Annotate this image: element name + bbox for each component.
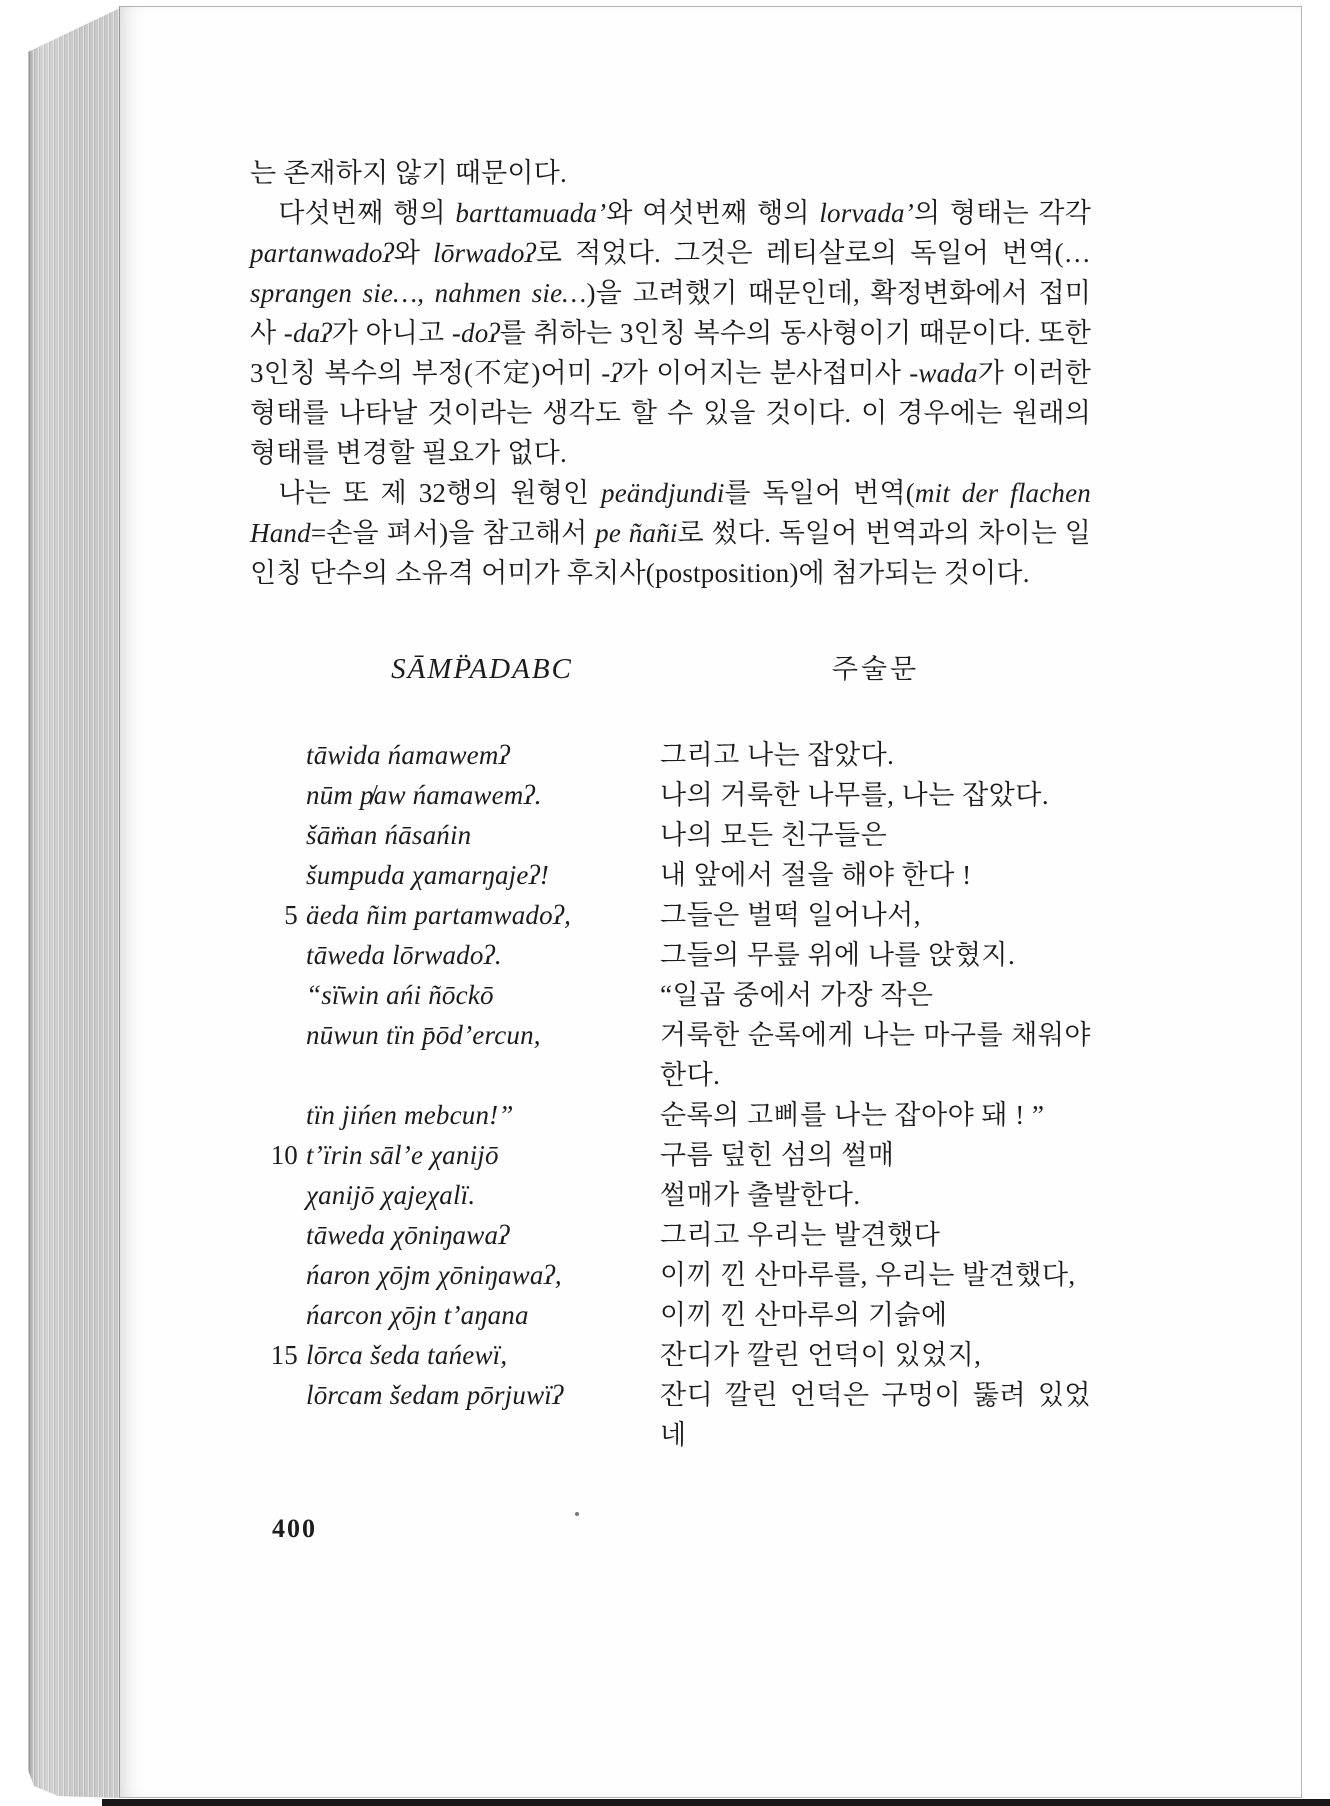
verse-line-number bbox=[250, 775, 304, 815]
paragraph bbox=[250, 193, 1091, 473]
verse-translation-korean: 이끼 낀 산마루의 기슭에 bbox=[660, 1300, 948, 1330]
verse-line bbox=[250, 1215, 1091, 1255]
verse-translation-korean: 내 앞에서 절을 해야 한다 ! bbox=[660, 860, 972, 890]
verse-line-number bbox=[250, 1015, 304, 1095]
paragraph-italic-segment: -doʔ bbox=[451, 318, 500, 348]
verse-line bbox=[250, 895, 1091, 935]
paragraph-italic-segment: lorvada’ bbox=[819, 198, 914, 228]
verse-line bbox=[250, 1015, 1091, 1095]
page-number: 400 bbox=[272, 1514, 317, 1543]
verse-source-text: lōrca šeda tańewï, bbox=[306, 1340, 508, 1370]
verse-source-text: tāwida ńamawemʔ bbox=[306, 740, 510, 770]
verse-translation-korean: 나의 모든 친구들은 bbox=[660, 820, 888, 850]
verse-source-text: t’ïrin sāl’e χanijō bbox=[306, 1140, 499, 1170]
verse-title-row bbox=[250, 649, 1091, 689]
verse-line bbox=[250, 1135, 1091, 1175]
verse-line bbox=[250, 1095, 1091, 1135]
verse-line-number bbox=[250, 935, 304, 975]
paragraph-text-segment: 와 bbox=[393, 238, 434, 268]
verse-line bbox=[250, 775, 1091, 815]
paragraph-text-segment: 로 적었다. 그것은 레티살로의 독일어 번역(… bbox=[535, 238, 1092, 268]
verse-line bbox=[250, 975, 1091, 1015]
verse-source-text: šām̈an ńāsańin bbox=[306, 820, 472, 850]
verse-source-text: tïn jińen mebcun!” bbox=[306, 1100, 514, 1130]
verse-source-text: äeda ñim partamwadoʔ, bbox=[306, 900, 572, 930]
verse-line-number bbox=[250, 855, 304, 895]
verse-translation-korean: 그들은 벌떡 일어나서, bbox=[660, 900, 921, 930]
page-content bbox=[250, 153, 1091, 1549]
paragraph-italic-segment: lōrwadoʔ bbox=[433, 238, 536, 268]
paragraph-text-segment: 다섯번째 행의 bbox=[278, 198, 456, 228]
verse-translation-korean: 거룩한 순록에게 나는 마구를 채워야 한다. bbox=[660, 1020, 1091, 1090]
verse-translation-korean: 구름 덮힌 섬의 썰매 bbox=[660, 1140, 895, 1170]
paragraph-text-segment: 가 아니고 bbox=[331, 318, 452, 348]
book-page-edge bbox=[28, 8, 120, 1798]
scan-speck bbox=[575, 1512, 579, 1516]
verse-line-number bbox=[250, 1175, 304, 1215]
body-paragraphs bbox=[250, 153, 1091, 593]
verse-line-number bbox=[250, 735, 304, 775]
paragraph-text-segment: 나는 또 제 32행의 원형인 bbox=[278, 478, 602, 508]
verse-line bbox=[250, 1295, 1091, 1335]
verse-translation-korean: 그리고 우리는 발견했다 bbox=[660, 1220, 941, 1250]
verse-title-korean: 주술문 bbox=[831, 654, 920, 684]
verse-line-number bbox=[250, 815, 304, 855]
paragraph-italic-segment: peändjundi bbox=[601, 478, 725, 508]
verse-line-number bbox=[250, 1375, 304, 1455]
verse-source-text: “sï̄win ańi ñōckō bbox=[306, 980, 494, 1010]
verse-line-number bbox=[250, 975, 304, 1015]
paragraph-text-segment: 를 독일어 번역( bbox=[724, 478, 915, 508]
verse-table bbox=[250, 735, 1091, 1455]
verse-line bbox=[250, 1375, 1091, 1455]
paragraph-text-segment: )을 고려했기 때문인데, 확정변화에서 접미사 bbox=[250, 278, 1092, 348]
verse-title-source: SĀMP̈ADABC bbox=[391, 653, 573, 685]
verse-line bbox=[250, 735, 1091, 775]
paragraph bbox=[250, 153, 1091, 193]
verse-translation-korean: 이끼 낀 산마루를, 우리는 발견했다, bbox=[660, 1260, 1076, 1290]
paragraph-italic-segment: barttamuada’ bbox=[455, 198, 607, 228]
verse-source-text: nūm p̸aw ńamawemʔ. bbox=[306, 780, 542, 810]
paragraph-text-segment: 가 이어지는 분사접미사 bbox=[621, 358, 910, 388]
verse-line-number bbox=[250, 1095, 304, 1135]
verse-line bbox=[250, 1175, 1091, 1215]
paragraph bbox=[250, 473, 1091, 593]
verse-line bbox=[250, 855, 1091, 895]
verse-line-number: 10 bbox=[270, 1140, 298, 1170]
verse-translation-korean: 순록의 고삐를 나는 잡아야 돼 ! ” bbox=[660, 1100, 1045, 1130]
paragraph-text-segment: 의 형태는 각각 bbox=[913, 198, 1091, 228]
paragraph-italic-segment: -wada bbox=[909, 358, 978, 388]
paragraph-text-segment: 가 이러한 형태를 나타날 것이라는 생각도 할 수 있을 것이다. 이 경우에는 원래의 형태를 변경할 필요가 없다. bbox=[250, 358, 1092, 468]
paragraph-italic-segment: -ʔ bbox=[601, 358, 622, 388]
verse-line-number bbox=[250, 1295, 304, 1335]
paragraph-text-segment: 를 취하는 3인칭 복수의 동사형이기 때문이다. 또한 3인칭 복수의 부정(不定)어미 bbox=[250, 318, 1091, 388]
verse-line bbox=[250, 935, 1091, 975]
paragraph-text-segment: 와 여섯번째 행의 bbox=[606, 198, 820, 228]
verse-source-text: tāweda χōniŋawaʔ bbox=[306, 1220, 510, 1250]
verse-translation-korean: 썰매가 출발한다. bbox=[660, 1180, 861, 1210]
paragraph-text-segment: 로 썼다. 독일어 번역과의 차이는 일인칭 단수의 소유격 어미가 후치사(postposition)에 첨가되는 것이다. bbox=[250, 518, 1091, 588]
paragraph-italic-segment: mit der flachen Hand bbox=[250, 478, 1091, 548]
verse-translation-korean: 나의 거룩한 나무를, 나는 잡았다. bbox=[660, 780, 1050, 810]
verse-source-text: lōrcam šedam pōrjuwïʔ bbox=[306, 1380, 564, 1410]
verse-line-number: 5 bbox=[284, 900, 298, 930]
verse-line-number bbox=[250, 1255, 304, 1295]
verse-translation-korean: 잔디가 깔린 언덕이 있었지, bbox=[660, 1340, 982, 1370]
verse-translation-korean: “일곱 중에서 가장 작은 bbox=[660, 980, 934, 1010]
paragraph-italic-segment: partanwadoʔ bbox=[250, 238, 394, 268]
verse-translation-korean: 그리고 나는 잡았다. bbox=[660, 740, 895, 770]
verse-line bbox=[250, 1335, 1091, 1375]
verse-line-number bbox=[250, 1215, 304, 1255]
verse-line-number: 15 bbox=[270, 1340, 298, 1370]
page bbox=[119, 6, 1302, 1798]
paragraph-italic-segment: sprangen sie…, nahmen sie… bbox=[250, 278, 587, 308]
paragraph-text-segment: =손을 펴서)을 참고해서 bbox=[310, 518, 596, 548]
verse-source-text: ńaron χōjm χōniŋawaʔ, bbox=[306, 1260, 562, 1290]
paragraph-text-segment: 는 존재하지 않기 때문이다. bbox=[250, 158, 567, 188]
verse-source-text: ńarcon χōjn t’aŋana bbox=[306, 1300, 529, 1330]
book-bottom-edge bbox=[102, 1799, 1330, 1806]
paragraph-italic-segment: -daʔ bbox=[283, 318, 332, 348]
verse-translation-korean: 그들의 무릎 위에 나를 앉혔지. bbox=[660, 940, 1016, 970]
verse-source-text: tāweda lōrwadoʔ. bbox=[306, 940, 502, 970]
verse-translation-korean: 잔디 깔린 언덕은 구멍이 뚫려 있었네 bbox=[660, 1380, 1091, 1450]
paragraph-italic-segment: pe ñañi bbox=[595, 518, 678, 548]
verse-source-text: χanijō χajeχalï. bbox=[306, 1180, 476, 1210]
verse-source-text: nūwun tïn p̄ōd’ercun, bbox=[306, 1020, 541, 1050]
verse-line bbox=[250, 815, 1091, 855]
verse-source-text: šumpuda χamarŋajeʔ! bbox=[306, 860, 550, 890]
verse-line bbox=[250, 1255, 1091, 1295]
